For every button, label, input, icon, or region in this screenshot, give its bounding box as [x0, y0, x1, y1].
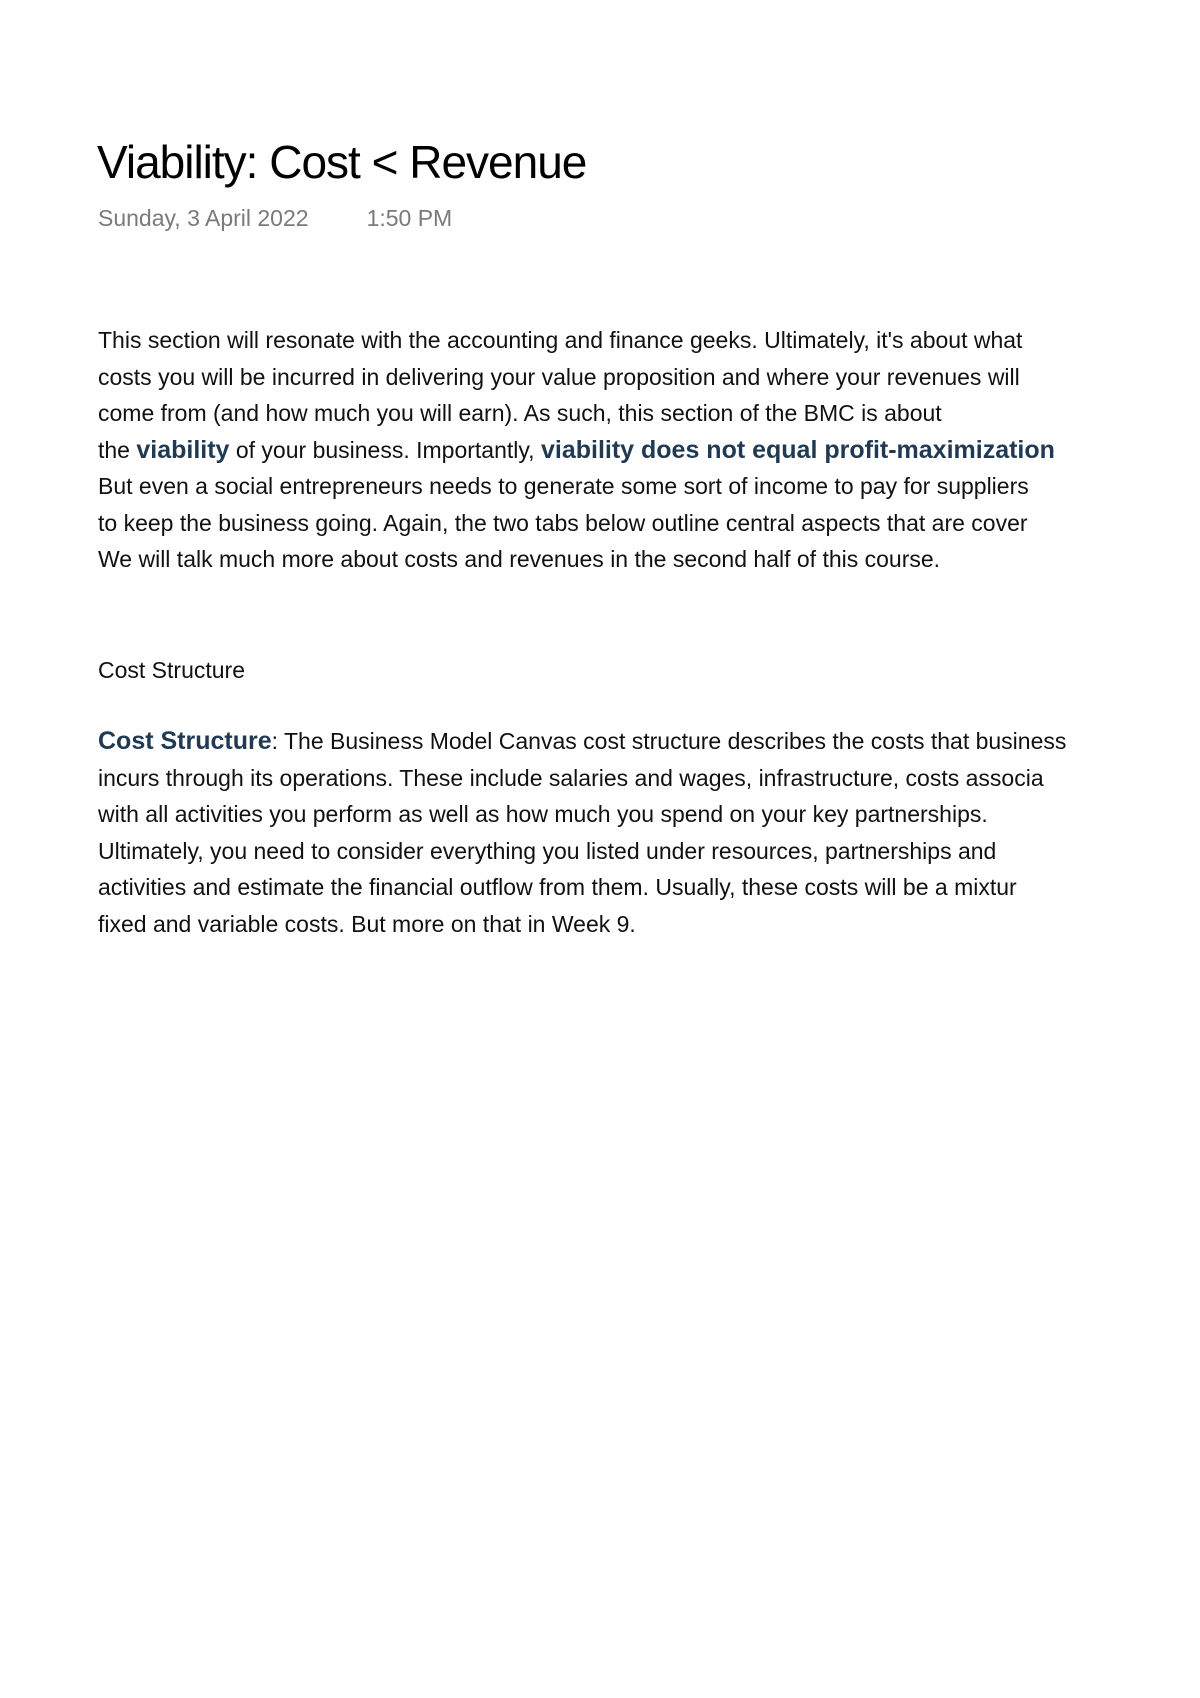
cost-line: incurs through its operations. These include salaries and wages, infrastructure, costs associa: [98, 764, 1044, 791]
cost-line: Ultimately, you need to consider everything you listed under resources, partnerships and: [98, 837, 997, 864]
cost-line: with all activities you perform as well as how much you spend on your key partnerships.: [98, 801, 988, 827]
intro-text: the: [98, 436, 137, 463]
intro-line: But even a social entrepreneurs needs to generate some sort of income to pay for suppliers: [98, 473, 1029, 499]
cost-structure-label: Cost Structure: [98, 727, 272, 755]
intro-paragraph: [98, 322, 1200, 578]
intro-line: come from (and how much you will earn). As such, this section of the BMC is about: [98, 400, 942, 426]
intro-line: This section will resonate with the accounting and finance geeks. Ultimately, it's about what: [98, 327, 1023, 353]
page-title: Viability: Cost < Revenue: [97, 136, 587, 188]
intro-text: of your business. Importantly,: [229, 436, 541, 463]
viability-emphasis: viability: [136, 435, 230, 464]
viability-not-profit-emphasis: viability does not equal profit-maximization: [540, 435, 1055, 464]
cost-line: [98, 723, 1200, 760]
cost-structure-heading: Cost Structure: [98, 657, 245, 683]
cost-text: : The Business Model Canvas cost structure describes the costs that business: [271, 728, 1067, 754]
cost-line: activities and estimate the financial outflow from them. Usually, these costs will be a mixtur: [98, 874, 1017, 900]
intro-line: We will talk much more about costs and revenues in the second half of this course.: [98, 546, 941, 572]
cost-line: fixed and variable costs. But more on that in Week 9.: [98, 910, 636, 937]
intro-line: to keep the business going. Again, the two tabs below outline central aspects that are cover: [98, 509, 1028, 536]
page-date: Sunday, 3 April 2022: [98, 205, 309, 231]
page-timestamp: [98, 203, 452, 233]
intro-line: costs you will be incurred in delivering your value proposition and where your revenues will: [98, 363, 1020, 390]
intro-line: [98, 432, 1200, 469]
page-time: 1:50 PM: [366, 205, 453, 231]
cost-structure-paragraph: [98, 723, 1200, 942]
